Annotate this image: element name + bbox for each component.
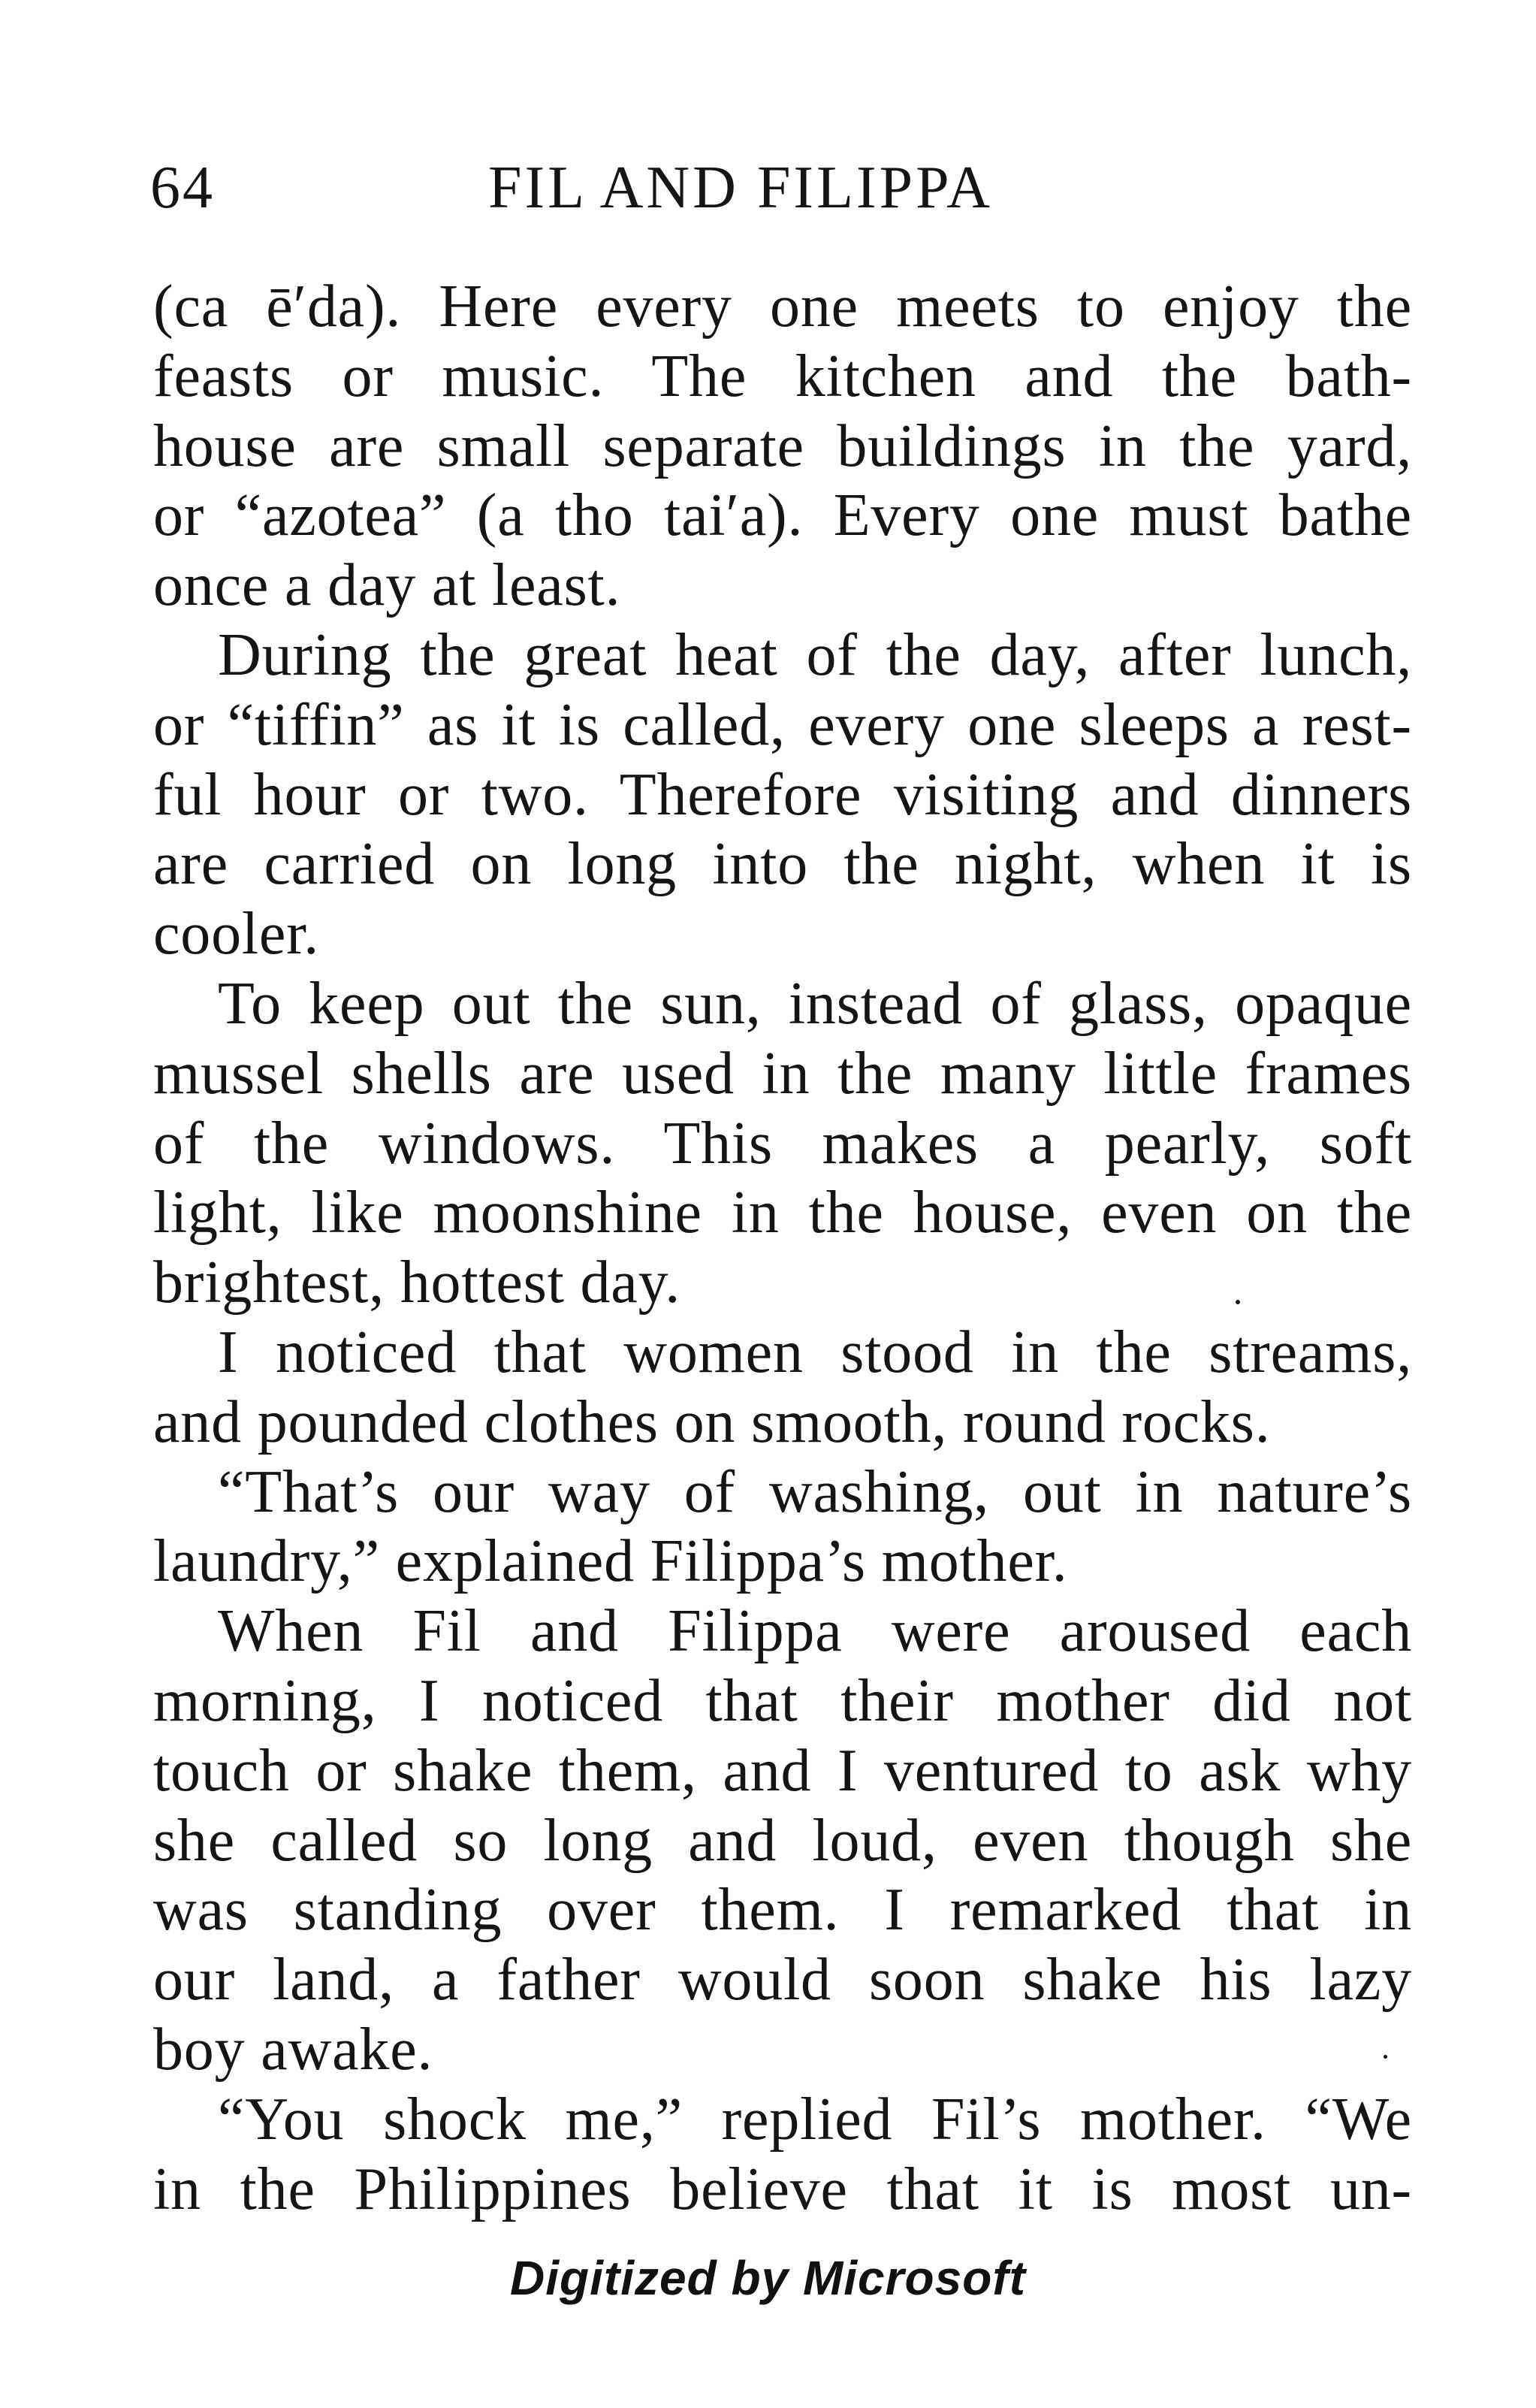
text-line: are carried on long into the night, when it is bbox=[153, 831, 1412, 898]
text-line: ful hour or two. Therefore visiting and dinners bbox=[153, 761, 1412, 828]
text-line: house are small separate buildings in the yard, bbox=[153, 412, 1412, 479]
text-line: or “azotea” (a tho tai′a). Every one must bathe bbox=[153, 482, 1412, 549]
page-number: 64 bbox=[150, 155, 215, 221]
text-line: cooler. bbox=[153, 901, 320, 968]
text-line: (ca ē′da). Here every one meets to enjoy the bbox=[153, 273, 1412, 340]
text-line: or “tiffin” as it is called, every one sleeps a rest- bbox=[153, 691, 1412, 758]
text-line: During the great heat of the day, after lunch, bbox=[218, 621, 1412, 688]
text-line: was standing over them. I remarked that in bbox=[153, 1877, 1412, 1944]
text-line: When Fil and Filippa were aroused each bbox=[218, 1598, 1412, 1665]
running-title: FIL AND FILIPPA bbox=[488, 155, 993, 221]
text-line: I noticed that women stood in the streams, bbox=[218, 1319, 1412, 1385]
text-line: and pounded clothes on smooth, round rocks. bbox=[153, 1388, 1271, 1455]
text-line: laundry,” explained Filippa’s mother. bbox=[153, 1528, 1068, 1595]
body-text bbox=[153, 272, 1412, 2271]
text-line: light, like moonshine in the house, even on the bbox=[153, 1180, 1412, 1246]
text-line: of the windows. This makes a pearly, soft bbox=[153, 1110, 1412, 1177]
digitization-watermark: Digitized by Microsoft bbox=[510, 2251, 1026, 2305]
text-line: mussel shells are used in the many little frames bbox=[153, 1040, 1412, 1107]
text-line: in the Philippines believe that it is most un- bbox=[153, 2156, 1412, 2222]
text-line: once a day at least. bbox=[153, 552, 621, 619]
text-line: To keep out the sun, instead of glass, opaque bbox=[218, 970, 1412, 1037]
print-speck bbox=[1384, 2055, 1387, 2059]
text-line: “You shock me,” replied Fil’s mother. “We bbox=[218, 2086, 1412, 2153]
running-head bbox=[150, 147, 1412, 229]
text-line: morning, I noticed that their mother did not bbox=[153, 1667, 1412, 1734]
text-line: brightest, hottest day. bbox=[153, 1249, 680, 1316]
print-speck bbox=[1236, 1300, 1240, 1304]
text-line: our land, a father would soon shake his lazy bbox=[153, 1947, 1412, 2014]
text-line: feasts or music. The kitchen and the bath- bbox=[153, 343, 1412, 409]
text-line: touch or shake them, and I ventured to ask why bbox=[153, 1737, 1412, 1804]
text-line: she called so long and loud, even though she bbox=[153, 1807, 1412, 1874]
text-line: boy awake. bbox=[153, 2016, 433, 2083]
text-line: “That’s our way of washing, out in nature’s bbox=[218, 1458, 1412, 1525]
